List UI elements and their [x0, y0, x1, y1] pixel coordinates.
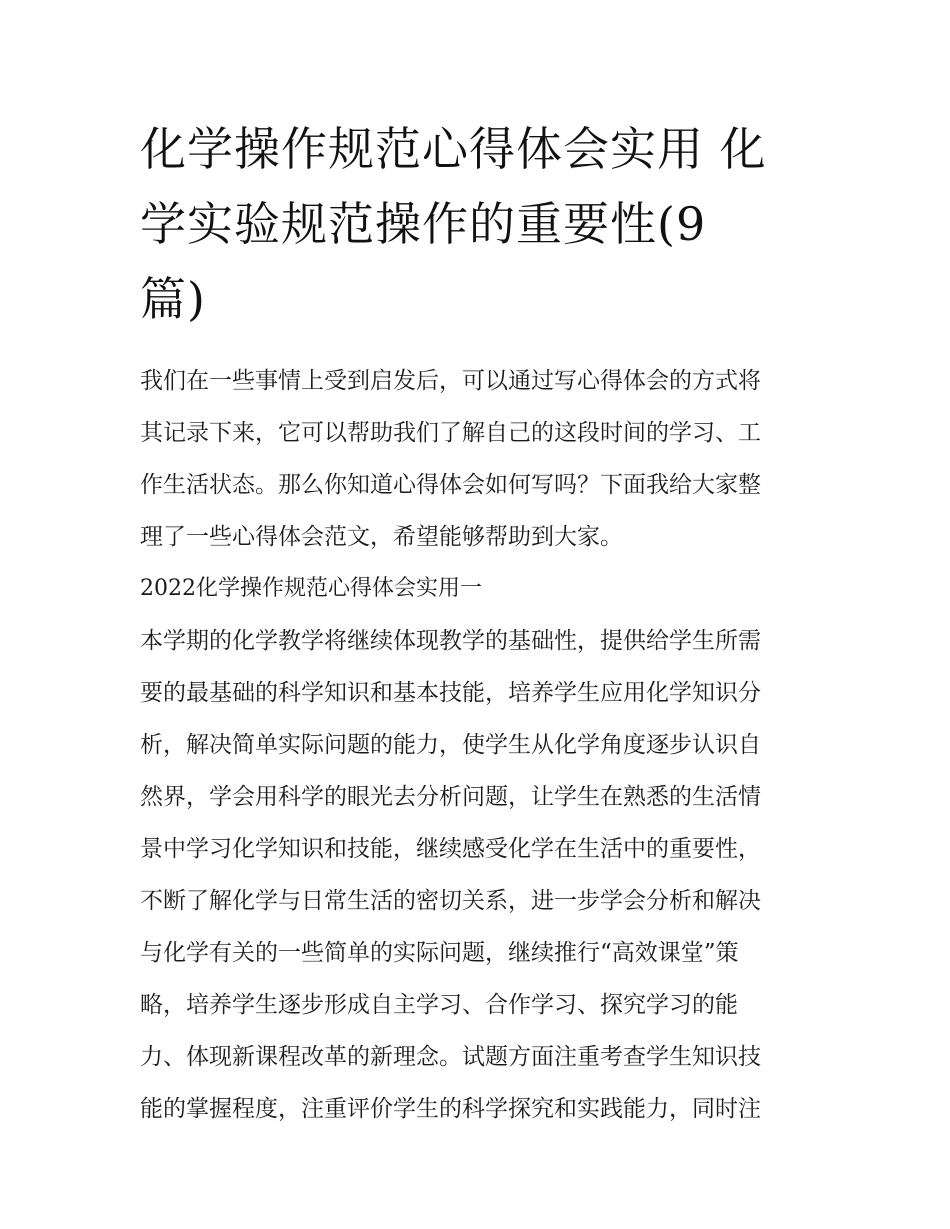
paragraph-line: 要的最基础的科学知识和基本技能，培养学生应用化学知识分 [140, 680, 761, 706]
paragraph-line: 理了一些心得体会范文，希望能够帮助到大家。 [140, 524, 623, 550]
paragraph-line: 略，培养学生逐步形成自主学习、合作学习、探究学习的能 [140, 992, 738, 1018]
paragraph-line: 力、体现新课程改革的新理念。试题方面注重考查学生知识技 [140, 1044, 761, 1070]
title-line: 篇) [140, 272, 206, 326]
paragraph-line: 能的掌握程度，注重评价学生的科学探究和实践能力，同时注 [140, 1096, 761, 1122]
paragraph-line: 本学期的化学教学将继续体现教学的基础性，提供给学生所需 [140, 628, 761, 654]
paragraph-line: 析，解决简单实际问题的能力，使学生从化学角度逐步认识自 [140, 732, 761, 758]
paragraph-line: 其记录下来，它可以帮助我们了解自己的这段时间的学习、工 [140, 420, 761, 446]
paragraph-line: 作生活状态。那么你知道心得体会如何写吗？下面我给大家整 [140, 472, 761, 498]
title-line: 化学操作规范心得体会实用 化 [140, 122, 767, 176]
paragraph-line: 景中学习化学知识和技能，继续感受化学在生活中的重要性， [140, 836, 761, 862]
document-title [140, 112, 812, 337]
paragraph-line: 与化学有关的一些简单的实际问题，继续推行“高效课堂”策 [140, 940, 739, 966]
intro-paragraph [140, 355, 812, 563]
paragraph-line: 然界，学会用科学的眼光去分析问题，让学生在熟悉的生活情 [140, 784, 761, 810]
document-body [140, 355, 812, 1135]
section-heading: 2022化学操作规范心得体会实用一 [140, 576, 482, 601]
title-line: 学实验规范操作的重要性(9 [140, 197, 707, 251]
paragraph-line: 我们在一些事情上受到启发后，可以通过写心得体会的方式将 [140, 368, 761, 394]
paragraph-line: 不断了解化学与日常生活的密切关系，进一步学会分析和解决 [140, 888, 761, 914]
section-paragraph [140, 615, 812, 1135]
document-page [140, 112, 812, 1135]
